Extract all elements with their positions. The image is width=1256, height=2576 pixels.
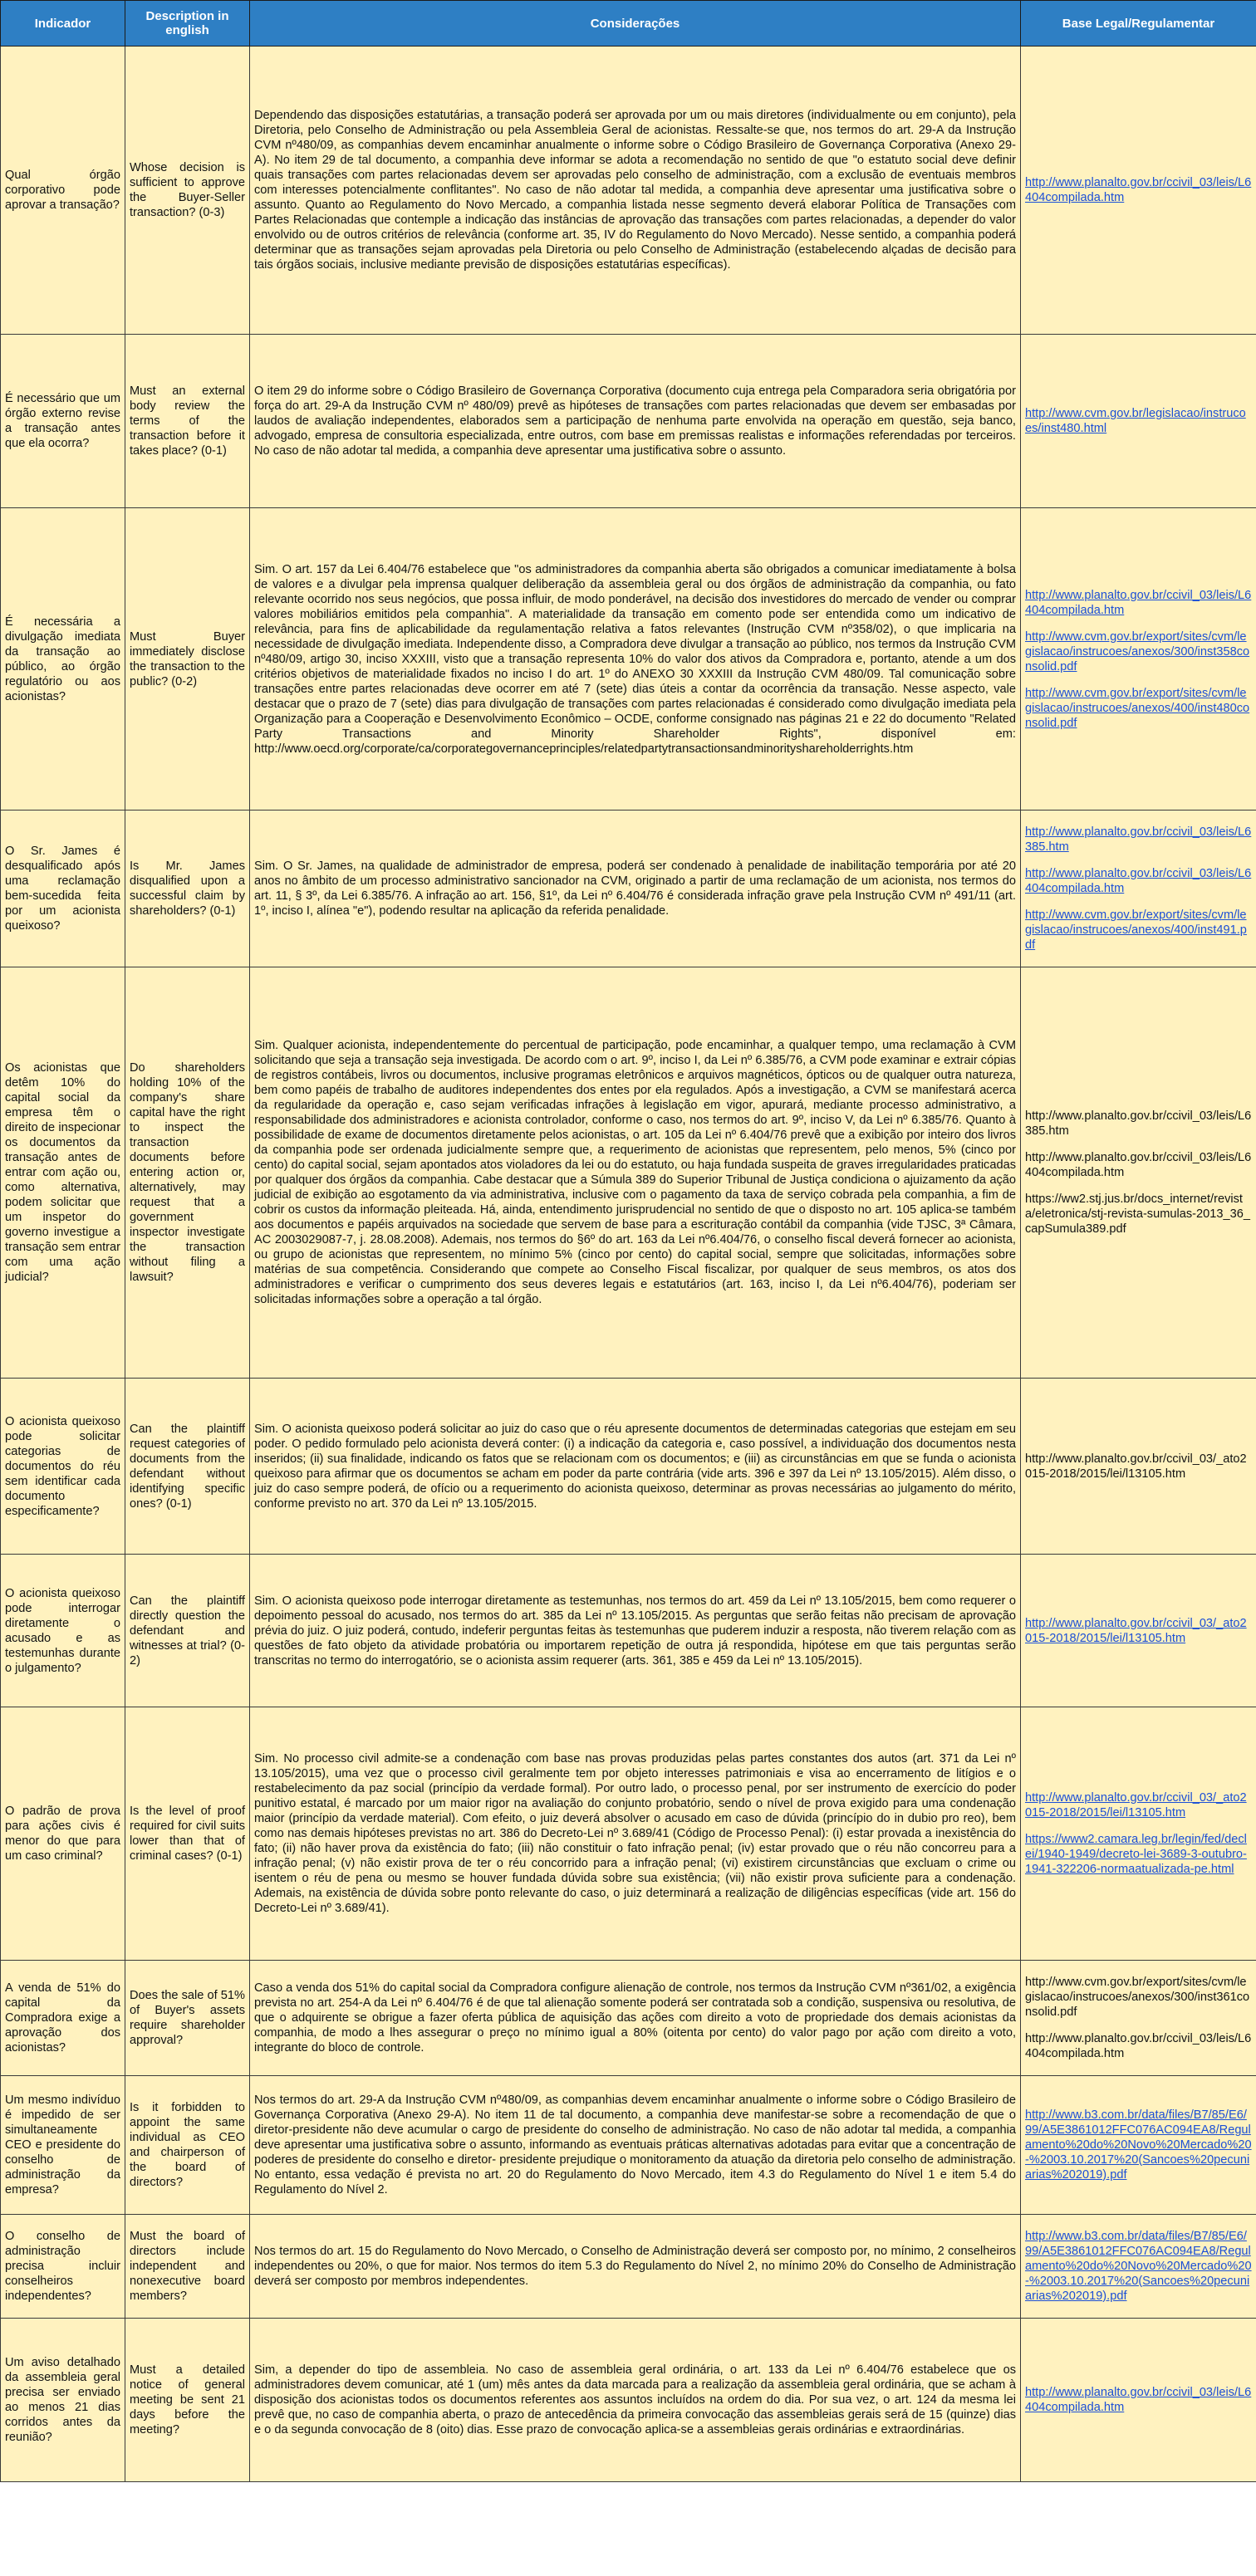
legal-reference-link[interactable]: http://www.planalto.gov.br/ccivil_03/_ato2015-2018/2015/lei/l13105.htm <box>1025 1616 1247 1645</box>
consideracoes-cell: O item 29 do informe sobre o Código Brasileiro de Governança Corporativa (documento cuja entrega pela Comparadora seria obrigatória por força do art. 29-A da Instrução CVM nº 480/09) prevê as hipóteses de transações com partes relacionadas que devem ser embasadas por laudos de avaliação independentes, elaborados sem a participação de nenhuma parte envolvida na operação em questão, seja banco, advogado, empresa de consultoria especializada, entre outros, com base em premissas realistas e informações referendadas por terceiros. No caso de não adotar tal medida, a companhia deve apresentar uma justificativa sobre o assunto. <box>250 335 1021 508</box>
table-row <box>1 2076 1256 2215</box>
description-cell: Can the plaintiff directly question the defendant and witnesses at trial? (0-2) <box>125 1555 250 1707</box>
header-indicador: Indicador <box>1 1 125 47</box>
consideracoes-cell: Sim, a depender do tipo de assembleia. No caso de assembleia geral ordinária, o art. 133 da Lei nº 6.404/76 estabelece que os administradores devem comunicar, até 1 (um) mês antes da data marcada para a realização da assembleia geral ordinária, que se acham à disposição dos acionistas todos os documentos referentes aos assuntos incluídos na ordem do dia. Por sua vez, o art. 124 da mesma lei prevê que, no caso de companhia aberta, o prazo de antecedência da primeira convocação das assembleias gerais será de 15 (quinze) dias e o da segunda convocação de 8 (oito) dias. Esse prazo de convocação aplica-se a assembleias gerais ordinárias e extraordinárias. <box>250 2319 1021 2482</box>
description-cell: Is it forbidden to appoint the same individual as CEO and chairperson of the board of directors? <box>125 2076 250 2215</box>
indicador-cell: É necessário que um órgão externo revise a transação antes que ela ocorra? <box>1 335 125 508</box>
legal-reference-text: http://www.planalto.gov.br/ccivil_03/leis/L6404compilada.htm <box>1025 1151 1252 1179</box>
consideracoes-cell: Sim. No processo civil admite-se a condenação com base nas provas produzidas pelas partes constantes dos autos (art. 371 da Lei nº 13.105/2015), uma vez que o processo civil geralmente tem por objeto interesses patrimoniais e visa ao encerramento de litígios e o restabelecimento da paz social (princípio da verdade formal). Por outro lado, o processo penal, por ser instrumento de exercício do poder punitivo estatal, é marcado por um maior rigor na avaliação do conjunto probatório, sendo o nível de prova exigido para uma condenação maior (princípio da verdade material). Com efeito, o juiz deverá absolver o acusado em caso de dúvida (princípio do in dubio pro reo), bem como nas demais hipóteses previstas no art. 386 do Decreto-Lei nº 3.689/41 (Código de Processo Penal): (i) estar provada a inexistência do fato; (ii) não haver prova da existência do fato; (iii) não constituir o fato infração penal; (iv) estar provado que o réu não concorreu para a infração penal; (v) não existir prova de ter o réu concorrido para a infração penal; (vi) existirem circunstâncias que excluam o crime ou isentem o réu de pena ou mesmo se houver fundada dúvida sobre sua existência; (vii) não existir prova suficiente para a condenação. Ademais, na existência de dúvida sobre ponto relevante do caso, o juiz determinará a realização de diligências específicas (vide art. 156 do Decreto-Lei nº 3.689/41). <box>250 1707 1021 1961</box>
legal-reference-link[interactable]: http://www.cvm.gov.br/legislacao/instrucoes/inst480.html <box>1025 407 1246 435</box>
description-cell: Does the sale of 51% of Buyer's assets require shareholder approval? <box>125 1961 250 2076</box>
table-row <box>1 2215 1256 2319</box>
consideracoes-cell: Nos termos do art. 29-A da Instrução CVM nº480/09, as companhias devem encaminhar anualmente o informe sobre o Código Brasileiro de Governança Corporativa (Anexo 29-A). No item 11 de tal documento, a companhia deve manifestar-se sobre a recomendação de que o diretor-presidente não deve acumular o cargo de presidente do conselho de administração. No caso de não adotar tal medida, a companhia deve apresentar uma justificativa sobre o assunto, informando as eventuais práticas alternativas adotadas para evitar que a concentração de poderes de presidente do conselho e diretor- presidente prejudique o monitoramento da atuação da diretoria pelo conselho de administração. No entanto, essa vedação é prevista no art. 20 do Regulamento do Novo Mercado, item 4.3 do Regulamento do Nível 1 e item 5.4 do Regulamento do Nível 2. <box>250 2076 1021 2215</box>
table-body <box>1 47 1256 2482</box>
legal-reference-text: https://ww2.stj.jus.br/docs_internet/revista/eletronica/stj-revista-sumulas-2013_36_capSumula389.pdf <box>1025 1193 1250 1236</box>
indicador-cell: O acionista queixoso pode solicitar categorias de documentos do réu sem identificar cada documento especificamente? <box>1 1379 125 1555</box>
consideracoes-cell: Sim. O Sr. James, na qualidade de administrador de empresa, poderá ser condenado à penalidade de inabilitação temporária por até 20 anos no âmbito de um processo administrativo sancionador na CVM, originado a partir de uma reclamação de um acionista, nos termos do art. 11, § 3º, da Lei 6.385/76. A infração ao art. 156, §1º, da Lei nº 6.404/76 é considerada infração grave pela Instrução CVM nº 491/11 (art. 1º, inciso I, alínea "e"), podendo resultar na aplicação da referida penalidade. <box>250 811 1021 967</box>
table-row <box>1 335 1256 508</box>
indicador-cell: A venda de 51% do capital da Compradora exige a aprovação dos acionistas? <box>1 1961 125 2076</box>
base-legal-cell <box>1021 47 1256 335</box>
consideracoes-cell: Sim. O art. 157 da Lei 6.404/76 estabelece que "os administradores da companhia aberta são obrigados a comunicar imediatamente à bolsa de valores e a divulgar pela imprensa qualquer deliberação da assembleia geral ou dos órgãos de administração da companhia, ou fato relevante ocorrido nos seus negócios, que possa influir, de modo ponderável, na decisão dos investidores do mercado de vender ou comprar valores mobiliários emitidos pela companhia". A materialidade da transação em comento pode ser entendida como um indicativo de relevância, para fins de aplicabilidade da regulamentação relativa a fatos relevantes (Instrução CVM nº358/02), o que implicaria na necessidade de divulgação imediata. Independente disso, a Compradora deve divulgar a transação ao público, nos termos da Instrução CVM nº480/09, artigo 30, inciso XXXIII, visto que a transação representa 10% do valor dos ativos da Compradora e, portanto, atende a um dos critérios objetivos de materialidade fixados no inciso I do art. 1º do ANEXO 30 XXXIII da Instrução CVM 480/09. Tal comunicação sobre transações entre partes relacionadas deve ocorrer em até 7 (sete) dias úteis a contar da ocorrência da transação. Nesse aspecto, vale destacar que o prazo de 7 (sete) dias para divulgação de transações com partes relacionadas é considerado como divulgação imediata pela Organização para a Cooperação e Desenvolvimento Econômico – OCDE, conforme consignado nas páginas 21 e 22 do documento "Related Party Transactions and Minority Shareholder Rights", disponível em: http://www.oecd.org/corporate/ca/corporategovernanceprinciples/relatedpartytransactionsandminorityshareholderrights.htm <box>250 508 1021 811</box>
table-row <box>1 1961 1256 2076</box>
description-cell: Whose decision is sufficient to approve the Buyer-Seller transaction? (0-3) <box>125 47 250 335</box>
header-description: Description in english <box>125 1 250 47</box>
header-row <box>1 1 1256 47</box>
base-legal-cell <box>1021 2215 1256 2319</box>
description-cell: Can the plaintiff request categories of documents from the defendant without identifying specific ones? (0-1) <box>125 1379 250 1555</box>
legal-reference-link[interactable]: http://www.cvm.gov.br/export/sites/cvm/legislacao/instrucoes/anexos/400/inst491.pdf <box>1025 908 1247 952</box>
base-legal-cell <box>1021 1555 1256 1707</box>
header-consideracoes: Considerações <box>250 1 1021 47</box>
table-row <box>1 811 1256 967</box>
table-row <box>1 1707 1256 1961</box>
indicador-cell: Qual órgão corporativo pode aprovar a transação? <box>1 47 125 335</box>
table-row <box>1 47 1256 335</box>
base-legal-cell <box>1021 2076 1256 2215</box>
table-row <box>1 2319 1256 2482</box>
legal-reference-link[interactable]: http://www.planalto.gov.br/ccivil_03/leis/L6404compilada.htm <box>1025 176 1252 204</box>
legal-reference-link[interactable]: http://www.planalto.gov.br/ccivil_03/leis/L6385.htm <box>1025 825 1252 854</box>
legal-reference-link[interactable]: http://www.b3.com.br/data/files/B7/85/E6/99/A5E3861012FFC076AC094EA8/Regulamento%20do%20Novo%20Mercado%20-%2003.10.2017%20(Sancoes%20pecuniarias%202019).pdf <box>1025 2230 1252 2303</box>
description-cell: Must a detailed notice of general meeting be sent 21 days before the meeting? <box>125 2319 250 2482</box>
base-legal-cell <box>1021 967 1256 1379</box>
legal-reference-link[interactable]: http://www.planalto.gov.br/ccivil_03/leis/L6404compilada.htm <box>1025 588 1252 617</box>
table-row <box>1 1379 1256 1555</box>
description-cell: Must the board of directors include independent and nonexecutive board members? <box>125 2215 250 2319</box>
base-legal-cell <box>1021 335 1256 508</box>
consideracoes-cell: Sim. O acionista queixoso poderá solicitar ao juiz do caso que o réu apresente documentos de determinadas categorias que estejam em seu poder. O pedido formulado pelo acionista deverá conter: (i) a indicação da categoria e, caso possível, a individuação dos documentos nesta inseridos; (ii) sua finalidade, indicando os fatos que se relacionam com os documentos; e (iii) as circunstâncias em que se funda o acionista queixoso para afirmar que os documentos se acham em poder da parte contrária (vide arts. 396 e 397 da Lei nº 13.105/2015). Além disso, o juiz do caso sempre poderá, de ofício ou a requerimento do acionista queixoso, determinar as provas necessárias ao julgamento do mérito, conforme previsto no art. 370 da Lei nº 13.105/2015. <box>250 1379 1021 1555</box>
base-legal-cell <box>1021 2319 1256 2482</box>
description-cell: Must Buyer immediately disclose the transaction to the public? (0-2) <box>125 508 250 811</box>
indicador-cell: O padrão de prova para ações civis é menor do que para um caso criminal? <box>1 1707 125 1961</box>
base-legal-cell <box>1021 1707 1256 1961</box>
description-cell: Do shareholders holding 10% of the company's share capital have the right to inspect the transaction documents before entering action or, alternatively, may request that a government inspector investigate the transaction without filing a lawsuit? <box>125 967 250 1379</box>
legal-reference-text: http://www.cvm.gov.br/export/sites/cvm/legislacao/instrucoes/anexos/300/inst361consolid.pdf <box>1025 1976 1250 2019</box>
legal-reference-link[interactable]: http://www.planalto.gov.br/ccivil_03/_ato2015-2018/2015/lei/l13105.htm <box>1025 1791 1247 1819</box>
header-base-legal: Base Legal/Regulamentar <box>1021 1 1256 47</box>
base-legal-cell <box>1021 811 1256 967</box>
indicador-cell: O conselho de administração precisa incluir conselheiros independentes? <box>1 2215 125 2319</box>
legal-reference-link[interactable]: https://www2.camara.leg.br/legin/fed/declei/1940-1949/decreto-lei-3689-3-outubro-1941-322206-normaatualizada-pe.html <box>1025 1833 1247 1876</box>
base-legal-cell <box>1021 508 1256 811</box>
consideracoes-cell: Caso a venda dos 51% do capital social da Compradora configure alienação de controle, nos termos da Instrução CVM nº361/02, a exigência prevista no art. 254-A da Lei nº 6.404/76 é de que tal alienação somente poderá ser contratada sob a condição, suspensiva ou resolutiva, de que o adquirente se obrigue a fazer oferta pública de aquisição das ações com direito a voto de propriedade dos demais acionistas da companhia, de modo a lhes assegurar o preço no mínimo igual a 80% (oitenta por cento) do valor pago por ação com direito a voto, integrante do bloco de controle. <box>250 1961 1021 2076</box>
indicador-cell: É necessária a divulgação imediata da transação ao público, ao órgão regulatório ou aos acionistas? <box>1 508 125 811</box>
indicador-cell: O acionista queixoso pode interrogar diretamente o acusado e as testemunhas durante o julgamento? <box>1 1555 125 1707</box>
legal-reference-text: http://www.planalto.gov.br/ccivil_03/_ato2015-2018/2015/lei/l13105.htm <box>1025 1452 1247 1481</box>
base-legal-cell <box>1021 1379 1256 1555</box>
legal-reference-link[interactable]: http://www.cvm.gov.br/export/sites/cvm/legislacao/instrucoes/anexos/300/inst358consolid.pdf <box>1025 629 1250 673</box>
table-row <box>1 967 1256 1379</box>
legal-reference-link[interactable]: http://www.b3.com.br/data/files/B7/85/E6/99/A5E3861012FFC076AC094EA8/Regulamento%20do%20Novo%20Mercado%20-%2003.10.2017%20(Sancoes%20pecuniarias%202019).pdf <box>1025 2108 1252 2182</box>
base-legal-cell <box>1021 1961 1256 2076</box>
legal-reference-link[interactable]: http://www.cvm.gov.br/export/sites/cvm/legislacao/instrucoes/anexos/400/inst480consolid.pdf <box>1025 686 1250 730</box>
table-row <box>1 508 1256 811</box>
consideracoes-cell: Sim. Qualquer acionista, independentemente do percentual de participação, pode encaminhar, a qualquer tempo, uma reclamação à CVM solicitando que seja a transação seja investigada. De acordo com o art. 9º, inciso I, da Lei nº 6.385/76, a CVM pode examinar e extrair cópias de registros contábeis, livros ou documentos, inclusive programas eletrônicos e arquivos magnéticos, ópticos ou de qualquer outra natureza, bem como papéis de trabalho de auditores independentes dos entes por ela regulados. Após a investigação, a CVM se manifestará acerca da regularidade da operação e, caso sejam verificadas infrações à legislação em vigor, apurará, mediante processo administrativo, a responsabilidade dos administradores e acionista controlador, conforme o caso, nos termos do art. 9º, inciso V, da Lei nº 6.385/76. Quanto à possibilidade de exame de documentos diretamente pelos acionistas, o art. 105 da Lei nº 6.404/76 prevê que a exibição por inteiro dos livros da companhia pode ser ordenada judicialmente sempre que, a requerimento de acionistas que representem, pelo menos, 5% (cinco por cento) do capital social, sejam apontados atos violadores da lei ou do estatuto, ou haja fundada suspeita de graves irregularidades praticadas por qualquer dos órgãos da companhia. Cabe destacar que a Súmula 389 do Superior Tribunal de Justiça condiciona o ajuizamento da ação judicial de exibição ao esgotamento da via administrativa, inclusive com o pagamento da taxa de serviço cobrada pela companhia, a fim de cobrir os custos da informação pleiteada. Há, ainda, entendimento jurisprudencial no sentido de que o disposto no art. 105 aplica-se também aos documentos e papéis arquivados na sociedade que servem de base para a escrituração contábil da companhia (vide TJSC, 3ª Câmara, AC 2003029087-7, j. 28.08.2008). Ademais, nos termos do §6º do art. 163 da Lei nº6.404/76, o conselho fiscal deverá fornecer ao acionista, ou grupo de acionistas que representem, no mínimo 5% (cinco por cento) do capital social, sempre que solicitadas, informações sobre matérias de sua competência. Considerando que compete ao Conselho Fiscal fiscalizar, por qualquer de seus membros, os atos dos administradores e verificar o cumprimento dos seus deveres legais e estatutários (art. 163, inciso I, da Lei nº6.404/76), poderiam ser solicitadas informações sobre a operação a tal órgão. <box>250 967 1021 1379</box>
table-row <box>1 1555 1256 1707</box>
description-cell: Must an external body review the terms of the transaction before it takes place? (0-1) <box>125 335 250 508</box>
indicador-cell: Um aviso detalhado da assembleia geral precisa ser enviado ao menos 21 dias corridos antes da reunião? <box>1 2319 125 2482</box>
legal-reference-text: http://www.planalto.gov.br/ccivil_03/leis/L6404compilada.htm <box>1025 2032 1252 2060</box>
indicador-cell: O Sr. James é desqualificado após uma reclamação bem-sucedida feita por um acionista queixoso? <box>1 811 125 967</box>
consideracoes-cell: Nos termos do art. 15 do Regulamento do Novo Mercado, o Conselho de Administração deverá ser composto por, no mínimo, 2 conselheiros independentes ou 20%, o que for maior. Nos termos do item 5.3 do Regulamento do Nível 2, no mínimo 20% do Conselho de Administração deverá ser composto por membros independentes. <box>250 2215 1021 2319</box>
indicador-cell: Um mesmo indivíduo é impedido de ser simultaneamente CEO e presidente do conselho de administração da empresa? <box>1 2076 125 2215</box>
legal-reference-text: http://www.planalto.gov.br/ccivil_03/leis/L6385.htm <box>1025 1109 1252 1138</box>
legal-reference-link[interactable]: http://www.planalto.gov.br/ccivil_03/leis/L6404compilada.htm <box>1025 867 1252 895</box>
consideracoes-cell: Dependendo das disposições estatutárias, a transação poderá ser aprovada por um ou mais diretores (individualmente ou em conjunto), pela Diretoria, pelo Conselho de Administração ou pela Assembleia Geral de acionistas. Ressalte-se que, nos termos do art. 29-A da Instrução CVM nº480/09, as companhias devem encaminhar anualmente o informe sobre o Código Brasileiro de Governança Corporativa (Anexo 29-A). No item 29 de tal documento, a companhia deve informar se adota a recomendação no sentido de que "o estatuto social deve definir quais transações com partes relacionadas devem ser aprovadas pelo conselho de administração, com a exclusão de eventuais membros com interesses potencialmente conflitantes". No caso de não adotar tal medida, a companhia deve apresentar uma justificativa sobre o assunto. Quanto ao Regulamento do Novo Mercado, a companhia listada nesse segmento deverá elaborar Política de Transações com Partes Relacionadas que contemple a indicação das instâncias de aprovação das transações com partes relacionadas, a depender do valor envolvido ou de outros critérios de relevância (conforme art. 35, IV do Regulamento do Novo Mercado). Nesse sentido, a companhia poderá determinar que as transações sejam aprovadas pela Diretoria ou pelo Conselho de Administração (estabelecendo alçadas de decisão para tais órgãos sociais, inclusive mediante previsão de disposições estatutárias específicas). <box>250 47 1021 335</box>
legal-reference-link[interactable]: http://www.planalto.gov.br/ccivil_03/leis/L6404compilada.htm <box>1025 2386 1252 2414</box>
description-cell: Is Mr. James disqualified upon a successful claim by shareholders? (0-1) <box>125 811 250 967</box>
description-cell: Is the level of proof required for civil suits lower than that of criminal cases? (0-1) <box>125 1707 250 1961</box>
indicador-cell: Os acionistas que detêm 10% do capital social da empresa têm o direito de inspecionar os documentos da transação antes de entrar com ação ou, como alternativa, podem solicitar que um inspetor do governo investigue a transação sem entrar com uma ação judicial? <box>1 967 125 1379</box>
consideracoes-cell: Sim. O acionista queixoso pode interrogar diretamente as testemunhas, nos termos do art. 459 da Lei nº 13.105/2015, bem como requerer o depoimento pessoal do acusado, nos termos do art. 385 da Lei nº 13.105/2015. As perguntas que serão feitas não precisam de aprovação prévia do juiz. O juiz poderá, contudo, indeferir perguntas feitas às testemunhas que puderem induzir a resposta, não tiverem relação com as questões de fato objeto da atividade probatória ou importarem repetição de outra já respondida, hipótese em que tais perguntas serão transcritas no termo do interrogatório, se o acionista assim requerer (arts. 361, 385 e 459 da Lei nº 13.105/2015). <box>250 1555 1021 1707</box>
